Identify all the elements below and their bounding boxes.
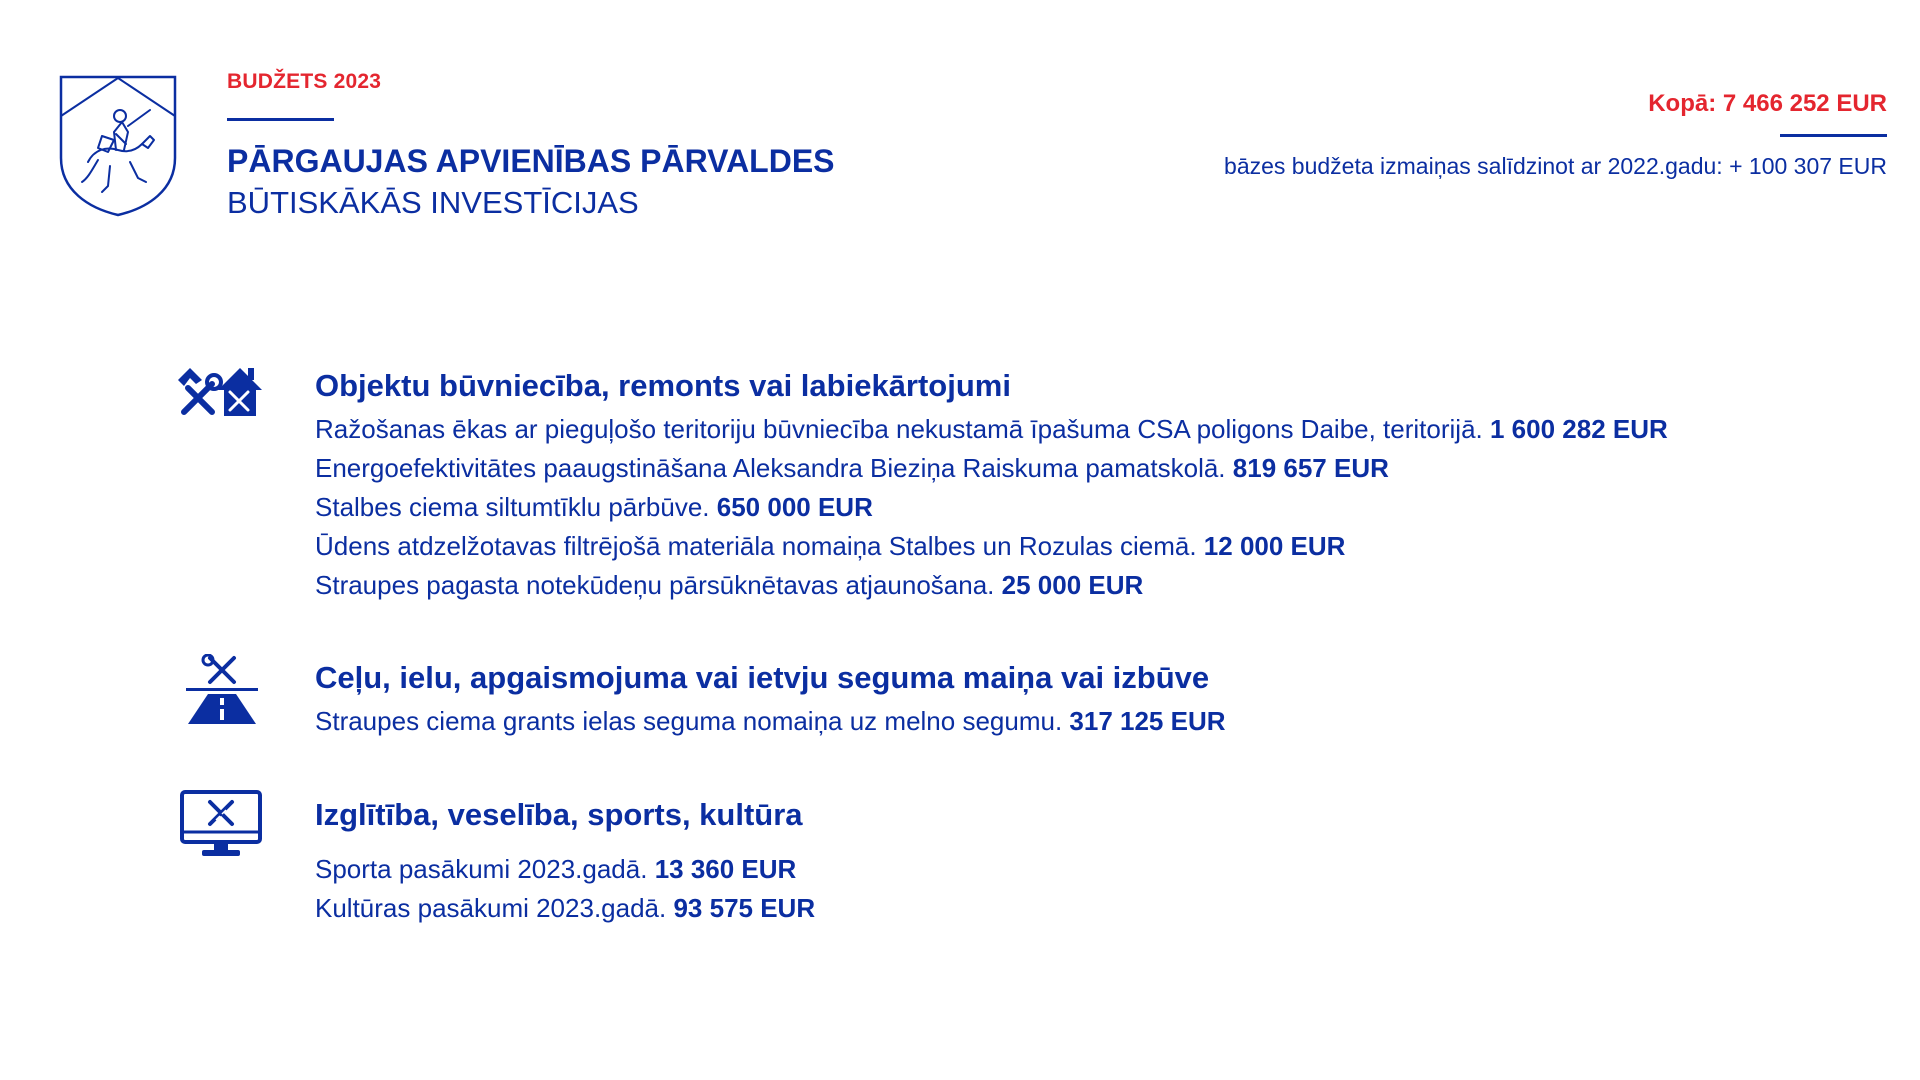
item-amount: 13 360 EUR — [654, 854, 797, 884]
page-subtitle: BŪTISKĀKĀS INVESTĪCIJAS — [227, 185, 639, 220]
item-text: Stalbes ciema siltumtīklu pārbūve. — [315, 492, 710, 522]
section-roads — [315, 658, 1226, 741]
item-text: Sporta pasākumi 2023.gadā. — [315, 854, 648, 884]
item-amount: 93 575 EUR — [673, 893, 816, 923]
list-item — [315, 702, 1226, 741]
list-item — [315, 527, 1668, 566]
section-title: Izglītība, veselība, sports, kultūra — [315, 797, 803, 832]
road-tools-icon — [186, 654, 258, 731]
list-item — [315, 449, 1668, 488]
section-items — [315, 850, 815, 928]
monitor-tools-icon — [180, 790, 262, 865]
item-text: Straupes pagasta notekūdeņu pārsūknētavas atjaunošana. — [315, 570, 995, 600]
page-title: PĀRGAUJAS APVIENĪBAS PĀRVALDES — [227, 143, 835, 179]
header-divider — [227, 118, 334, 121]
header-left — [227, 70, 835, 223]
item-text: Straupes ciema grants ielas seguma nomaiņa uz melno segumu. — [315, 706, 1063, 736]
budget-total: Kopā: 7 466 252 EUR — [1648, 90, 1887, 117]
item-text: Ražošanas ēkas ar pieguļošo teritoriju būvniecība nekustamā īpašuma CSA poligons Daibe, teritorijā. — [315, 414, 1483, 444]
coat-of-arms-icon — [58, 74, 178, 218]
item-amount: 12 000 EUR — [1203, 531, 1346, 561]
list-item — [315, 488, 1668, 527]
item-amount: 1 600 282 EUR — [1490, 414, 1668, 444]
section-items — [315, 410, 1668, 605]
budget-kicker: BUDŽETS 2023 — [227, 70, 382, 93]
header-right — [1224, 90, 1887, 180]
item-amount: 317 125 EUR — [1069, 706, 1226, 736]
section-title: Objektu būvniecība, remonts vai labiekārtojumi — [315, 368, 1011, 403]
item-amount: 650 000 EUR — [716, 492, 873, 522]
list-item — [315, 889, 815, 928]
section-construction — [315, 366, 1668, 605]
house-tools-icon — [178, 362, 264, 423]
header-right-divider — [1780, 134, 1887, 137]
list-item — [315, 410, 1668, 449]
list-item — [315, 850, 815, 889]
item-text: Energoefektivitātes paaugstināšana Aleksandra Bieziņa Raiskuma pamatskolā. — [315, 453, 1226, 483]
list-item — [315, 566, 1668, 605]
budget-change: bāzes budžeta izmaiņas salīdzinot ar 2022.gadu: + 100 307 EUR — [1224, 153, 1887, 179]
item-text: Kultūras pasākumi 2023.gadā. — [315, 893, 667, 923]
section-title: Ceļu, ielu, apgaismojuma vai ietvju seguma maiņa vai izbūve — [315, 660, 1210, 695]
item-amount: 819 657 EUR — [1232, 453, 1389, 483]
section-items — [315, 702, 1226, 741]
item-text: Ūdens atdzelžotavas filtrējošā materiāla nomaiņa Stalbes un Rozulas ciemā. — [315, 531, 1197, 561]
section-culture — [315, 795, 815, 928]
item-amount: 25 000 EUR — [1001, 570, 1144, 600]
